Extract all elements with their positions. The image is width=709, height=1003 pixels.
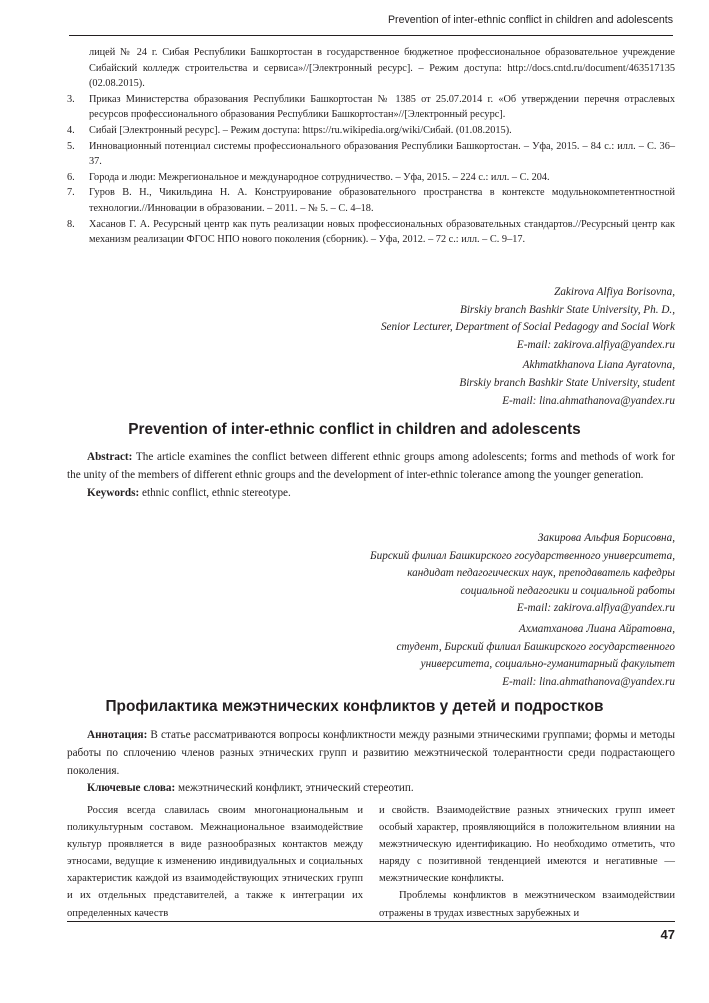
- author-email: E-mail: zakirova.alfiya@yandex.ru: [516, 602, 675, 615]
- reference-text: Приказ Министерства образования Республики Башкортостан № 1385 от 25.07.2014 г. «Об утверждении перечня отраслевых ресурсов профессионального образования Республики Башкортостан»//[Электронный ресурс].: [89, 93, 675, 121]
- author-affiliation: Бирский филиал Башкирского государственного университета,: [370, 549, 675, 562]
- running-title: Prevention of inter-ethnic conflict in children and adolescents: [387, 14, 673, 26]
- reference-number: 8.: [67, 218, 75, 230]
- reference-text: Сибай [Электронный ресурс]. – Режим доступа: https://ru.wikipedia.org/wiki/Сибай. (01.08.2015).: [89, 124, 512, 136]
- author-name: Akhmatkhanova Liana Ayratovna,: [522, 359, 675, 372]
- author-affiliation: Birskiy branch Bashkir State University, student: [459, 376, 675, 389]
- author-name: Zakirova Alfiya Borisovna,: [554, 286, 675, 298]
- abstract-label: Abstract:: [87, 451, 133, 463]
- author-info-en: [381, 284, 675, 410]
- reference-item: [67, 45, 675, 92]
- reference-text: Города и люди: Межрегиональное и международное сотрудничество. – Уфа, 2015. – 224 с.: илл. – С. 204.: [89, 171, 550, 183]
- abstract-label: Аннотация:: [87, 729, 148, 741]
- keywords-label: Ключевые слова:: [87, 782, 176, 795]
- author-faculty: университета, социально-гуманитарный факультет: [420, 658, 675, 671]
- article-title-ru: Профилактика межэтнических конфликтов у детей и подростков: [105, 698, 604, 715]
- author-affiliation: студент, Бирский филиал Башкирского государственного: [396, 640, 675, 653]
- author-block: [381, 357, 675, 410]
- reference-item: [67, 217, 675, 248]
- keywords-label: Keywords:: [87, 486, 140, 499]
- author-affiliation: Birskiy branch Bashkir State University, Ph. D.,: [459, 303, 675, 316]
- author-position: Senior Lecturer, Department of Social Pedagogy and Social Work: [380, 321, 675, 334]
- author-name: Ахматханова Лиана Айратовна,: [518, 622, 675, 635]
- page-number: 47: [660, 927, 675, 942]
- body-column-left: [67, 802, 363, 919]
- author-info-ru: [370, 530, 675, 691]
- reference-text: Хасанов Г. А. Ресурсный центр как путь реализации новых профессиональных образовательных стандартов.//Ресурсный центр как механизм реализации ФГОС НПО нового поколения (сборник). – Уфа, 2012. – 72 с.: илл. – С. 9–17.: [89, 218, 675, 246]
- body-paragraph: Проблемы конфликтов в межэтническом взаимодействии отражены в трудах известных зарубежных и: [379, 890, 675, 919]
- reference-text: Инновационный потенциал системы профессионального образования Республики Башкортостан. – Уфа, 2015. – 84 с.: илл. – С. 36–37.: [89, 140, 675, 168]
- keywords-text: ethnic conflict, ethnic stereotype.: [139, 486, 291, 499]
- reference-text: Гуров В. Н., Чикильдина Н. А. Конструирование образовательного пространства в контексте модульнокомпетентностной технологии.//Инновации в образовании. – 2011. – № 5. – С. 4–18.: [89, 187, 675, 214]
- reference-item: [67, 92, 675, 123]
- reference-number: 4.: [67, 124, 75, 136]
- author-block: [381, 284, 675, 354]
- author-name: Закирова Альфия Борисовна,: [537, 532, 675, 544]
- reference-item: [67, 185, 675, 216]
- author-email: E-mail: zakirova.alfiya@yandex.ru: [516, 338, 675, 351]
- reference-item: [67, 139, 675, 170]
- abstract-text: В статье рассматриваются вопросы конфликтности между разными этническими группами; формы и методы работы по сплочению членов разных этнических групп и развитию межэтнической толерантности среди подрастающего поколения.: [67, 729, 675, 777]
- body-text: [67, 802, 675, 919]
- author-department: социальной педагогики и социальной работы: [460, 584, 675, 597]
- body-paragraph: Россия всегда славилась своим многонациональным и поликультурным составом. Межнациональное взаимодействие культур проявляется в виде разнообразных контактов между этносами, ведущие к изменению индивидуальных и социальных характеристик каждой из взаимодействующих этнических групп и их отдельных представителей, а также к интеграции их определенных качеств: [67, 805, 363, 919]
- body-column-right: [379, 802, 675, 919]
- footer-rule: [67, 921, 675, 922]
- abstract-en: [67, 449, 675, 502]
- author-block: [370, 621, 675, 691]
- reference-item: [67, 170, 675, 186]
- reference-list: [67, 45, 675, 248]
- running-header: [0, 10, 673, 42]
- keywords-text: межэтнический конфликт, этнический стереотип.: [175, 782, 414, 795]
- body-paragraph: и свойств. Взаимодействие разных этнических групп имеет особый характер, проявляющийся в положительном влиянии на межэтническую идентификацию. Но необходимо отметить, что наряду с позитивной тенденцией имеются и негативные — межэтнические конфликты.: [379, 805, 675, 885]
- reference-text: лицей № 24 г. Сибая Республики Башкортостан в государственное бюджетное профессиональное образовательное учреждение Сибайский колледж строительства и сервиса»//[Электронный ресурс]. – Режим доступа: http://docs.cntd.ru/document/463517135 (02.08.2015).: [89, 47, 675, 90]
- header-rule: [69, 35, 673, 36]
- reference-number: 6.: [67, 171, 75, 183]
- author-position: кандидат педагогических наук, преподаватель кафедры: [407, 567, 675, 580]
- reference-number: 7.: [67, 187, 75, 199]
- reference-item: [67, 123, 675, 139]
- article-title-en: Prevention of inter-ethnic conflict in children and adolescents: [128, 421, 581, 438]
- author-email: E-mail: lina.ahmathanova@yandex.ru: [502, 394, 675, 407]
- abstract-text: The article examines the conflict between different ethnic groups among adolescents; forms and methods of work for the unity of the members of different ethnic groups and the development of inter-ethnic tolerance among the younger generation.: [67, 451, 675, 481]
- author-block: [370, 530, 675, 618]
- reference-number: 5.: [67, 140, 75, 152]
- author-email: E-mail: lina.ahmathanova@yandex.ru: [502, 675, 675, 688]
- reference-number: 3.: [67, 93, 75, 105]
- abstract-ru: [67, 727, 675, 798]
